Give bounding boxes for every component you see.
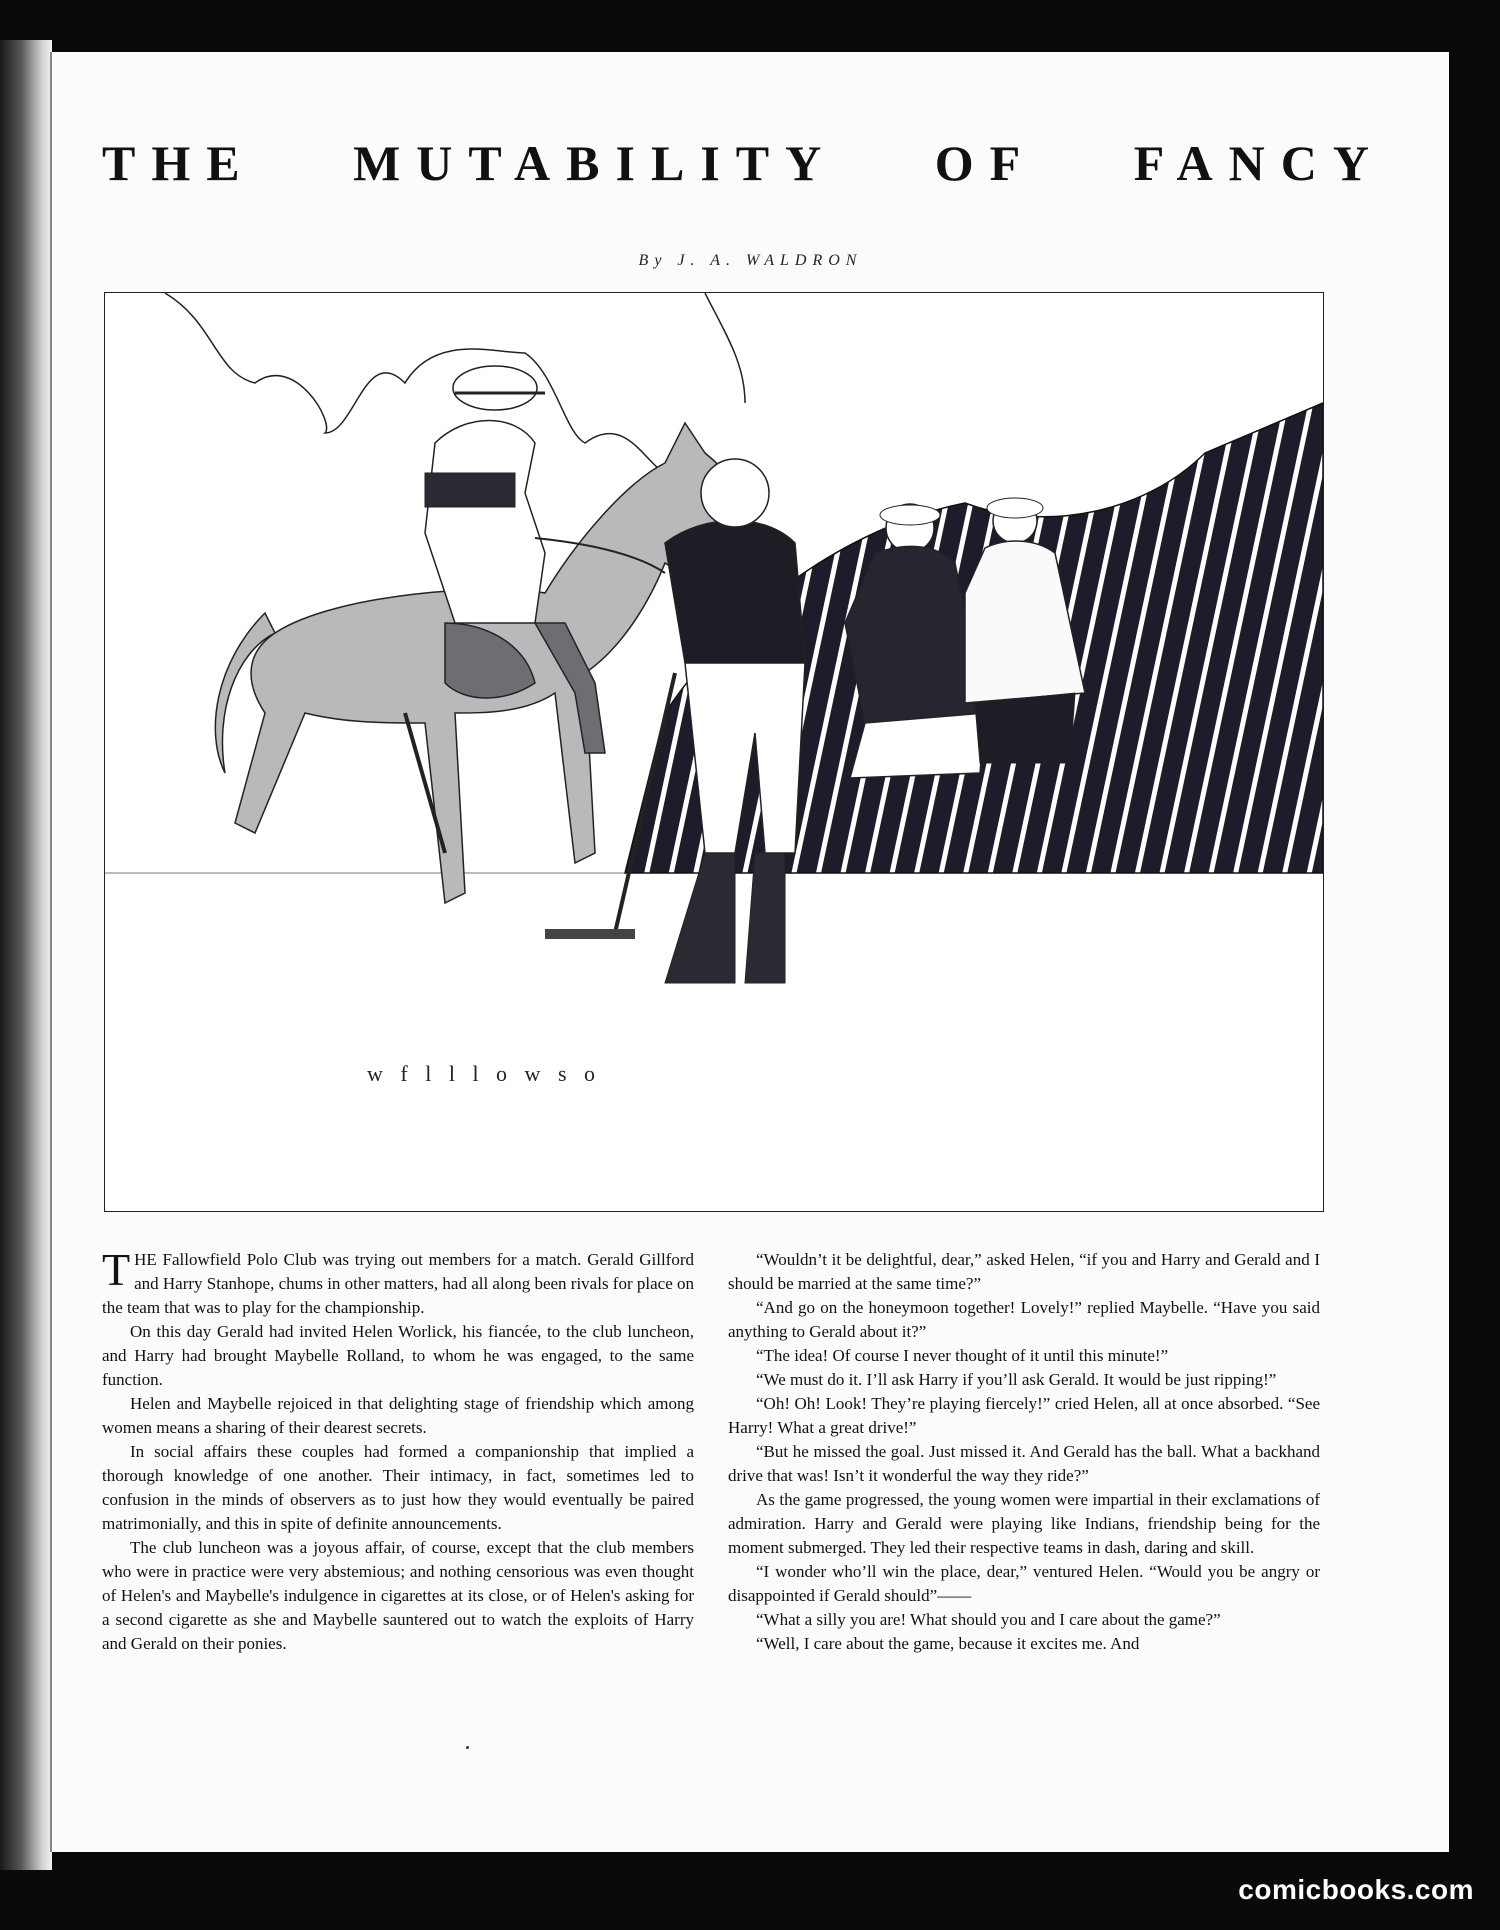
article-paragraph: “And go on the honeymoon together! Lovely!” replied Maybelle. “Have you said anything to Gerald about it?” xyxy=(728,1298,1320,1341)
article-paragraph: “I wonder who’ll win the place, dear,” ventured Helen. “Would you be angry or disappointed if Gerald should”—— xyxy=(728,1562,1320,1605)
article-paragraph: Helen and Maybelle rejoiced in that delighting stage of friendship which among women means a sharing of their dearest secrets. xyxy=(102,1394,694,1437)
magazine-page xyxy=(50,52,1449,1852)
illustration-signature: w f l l l o w s o xyxy=(367,1061,601,1086)
article-paragraph: “But he missed the goal. Just missed it. And Gerald has the ball. What a backhand drive that was! Isn’t it wonderful the way they ride?” xyxy=(728,1442,1320,1485)
title-word: THE xyxy=(102,135,256,191)
article-paragraph: On this day Gerald had invited Helen Worlick, his fiancée, to the club luncheon, and Harry had brought Maybelle Rolland, to whom he was engaged, to the same function. xyxy=(102,1322,694,1389)
article-paragraph: “We must do it. I’ll ask Harry if you’ll ask Gerald. It would be just ripping!” xyxy=(756,1370,1277,1389)
byline: By J. A. WALDRON xyxy=(638,252,863,269)
article-paragraph: In social affairs these couples had formed a companionship that implied a thorough knowledge of one another. Their intimacy, in fact, sometimes led to confusion in the minds of observers as to just how they would eventually be paired matrimonially, and this in spite of definite announcements. xyxy=(102,1442,694,1533)
article-left-column xyxy=(102,1244,694,1656)
title-word: OF xyxy=(934,135,1037,191)
article-paragraph: “What a silly you are! What should you and I care about the game?” xyxy=(756,1610,1221,1629)
print-speck xyxy=(466,1746,469,1749)
article-paragraph: “The idea! Of course I never thought of it until this minute!” xyxy=(756,1346,1169,1365)
article-paragraph: As the game progressed, the young women were impartial in their exclamations of admiration. Harry and Gerald were playing like Indians, friendship being for the moment submerged. They led their respective teams in dash, daring and skill. xyxy=(728,1490,1320,1557)
article-title xyxy=(102,134,1385,192)
title-word: FANCY xyxy=(1133,135,1385,191)
article-paragraph: “Well, I care about the game, because it excites me. And xyxy=(756,1634,1140,1653)
book-binding xyxy=(0,40,52,1870)
site-watermark: comicbooks.com xyxy=(1238,1874,1474,1905)
article-right-column xyxy=(728,1248,1320,1656)
article-paragraph: “Wouldn’t it be delightful, dear,” asked Helen, “if you and Harry and Gerald and I should be married at the same time?” xyxy=(728,1250,1320,1293)
polo-illustration xyxy=(104,292,1324,1212)
polo-scene-drawing xyxy=(105,293,1323,1211)
drop-cap: T xyxy=(102,1244,131,1295)
title-word: MUTABILITY xyxy=(353,135,838,191)
article-paragraph: The club luncheon was a joyous affair, of course, except that the club members who were in practice were very abstemious; and nothing censorious was even thought of Helen's and Maybelle's indulgence in cigarettes at its close, or of Helen's asking for a second cigarette as she and Maybelle sauntered out to watch the exploits of Harry and Gerald on their ponies. xyxy=(102,1538,694,1653)
article-paragraph: “Oh! Oh! Look! They’re playing fiercely!” cried Helen, all at once absorbed. “See Harry! What a great drive!” xyxy=(728,1394,1320,1437)
article-paragraph: THE Fallowfield Polo Club was trying out members for a match. Gerald Gillford and Harry Stanhope, chums in other matters, had all along been rivals for place on the team that was to play for the championship. xyxy=(102,1244,694,1317)
